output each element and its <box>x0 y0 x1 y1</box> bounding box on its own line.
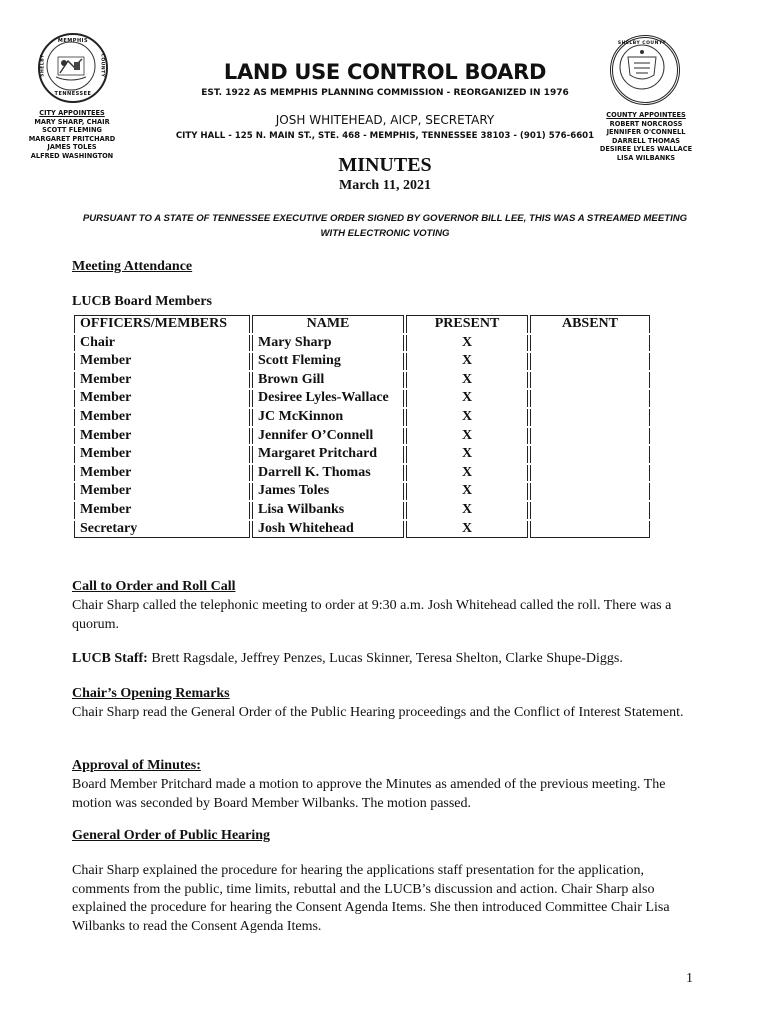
present-cell: X <box>406 483 528 500</box>
present-cell: X <box>406 446 528 463</box>
absent-cell <box>530 521 650 539</box>
column-header: ABSENT <box>530 315 650 333</box>
appointee-name: SCOTT FLEMING <box>42 126 102 135</box>
present-cell: X <box>406 502 528 519</box>
table-row <box>74 428 650 445</box>
general-order-text: Chair Sharp explained the procedure for hearing the applications staff presentation for the application, comments from the public, time limits, rebuttal and the LUCB’s discussion and action. Chair Sharp also explained the procedure for hearing the Consent Agenda Items. She then introduced Committee Chair Lisa Wilbanks to read the Consent Agenda Items. <box>72 863 670 934</box>
present-cell: X <box>406 465 528 482</box>
table-row <box>74 409 650 426</box>
absent-cell <box>530 483 650 500</box>
absent-cell <box>530 446 650 463</box>
table-row <box>74 465 650 482</box>
appointee-name: DARRELL THOMAS <box>612 136 680 145</box>
appointee-name: MARY SHARP, CHAIR <box>34 117 110 126</box>
table-row <box>74 335 650 352</box>
minutes-title: MINUTES <box>338 154 432 176</box>
present-cell: X <box>406 521 528 539</box>
appointee-name: ROBERT NORCROSS <box>609 119 683 128</box>
role-cell: Member <box>74 446 250 463</box>
staff-paragraph <box>72 650 702 669</box>
table-row <box>74 483 650 500</box>
appointee-name: DESIREE LYLES WALLACE <box>599 145 693 154</box>
appointee-name: JAMES TOLES <box>47 143 97 152</box>
absent-cell <box>530 390 650 407</box>
name-cell: Mary Sharp <box>252 335 404 352</box>
name-cell: Lisa Wilbanks <box>252 502 404 519</box>
column-header: NAME <box>252 315 404 333</box>
absent-cell <box>530 502 650 519</box>
secretary-line: JOSH WHITEHEAD, AICP, SECRETARY <box>275 113 495 127</box>
role-cell: Member <box>74 372 250 389</box>
role-cell: Chair <box>74 335 250 352</box>
appointee-name: ALFRED WASHINGTON <box>30 151 114 160</box>
present-cell: X <box>406 353 528 370</box>
pursuant-notice: PURSUANT TO A STATE OF TENNESSEE EXECUTIVE ORDER SIGNED BY GOVERNOR BILL LEE, THIS WAS A STREAMED MEETING WITH ELECTRONIC VOTING <box>82 213 688 239</box>
role-cell: Member <box>74 390 250 407</box>
seal-left-text: SHELBY <box>40 54 46 77</box>
absent-cell <box>530 428 650 445</box>
general-order-heading: General Order of Public Hearing <box>72 828 271 843</box>
present-cell: X <box>406 335 528 352</box>
attendance-heading: Meeting Attendance <box>72 259 193 274</box>
absent-cell <box>530 465 650 482</box>
present-cell: X <box>406 409 528 426</box>
est-line: EST. 1922 AS MEMPHIS PLANNING COMMISSION - REORGANIZED IN 1976 <box>201 88 569 98</box>
absent-cell <box>530 372 650 389</box>
present-cell: X <box>406 372 528 389</box>
name-cell: Darrell K. Thomas <box>252 465 404 482</box>
role-cell: Member <box>74 502 250 519</box>
staff-names: Brett Ragsdale, Jeffrey Penzes, Lucas Skinner, Teresa Shelton, Clarke Shupe-Diggs. <box>147 651 623 666</box>
staff-label: LUCB Staff: <box>72 651 148 666</box>
role-cell: Member <box>74 428 250 445</box>
role-cell: Member <box>74 465 250 482</box>
city-appointees-header: CITY APPOINTEES <box>39 109 105 117</box>
present-cell: X <box>406 390 528 407</box>
page-number: 1 <box>686 971 693 986</box>
seal-right-text: COUNTY <box>99 53 105 78</box>
present-cell: X <box>406 428 528 445</box>
absent-cell <box>530 335 650 352</box>
appointee-name: MARGARET PRITCHARD <box>28 134 116 143</box>
meeting-date: March 11, 2021 <box>339 178 431 193</box>
seal-bottom-text: TENNESSEE <box>54 91 92 97</box>
approval-text: Board Member Pritchard made a motion to approve the Minutes as amended of the previous meeting. The motion was seconded by Board Member Wilbanks. The motion passed. <box>72 777 666 811</box>
name-cell: James Toles <box>252 483 404 500</box>
table-row <box>74 446 650 463</box>
role-cell: Secretary <box>74 521 250 539</box>
appointee-name: LISA WILBANKS <box>616 153 676 162</box>
name-cell: JC McKinnon <box>252 409 404 426</box>
table-row <box>74 372 650 389</box>
column-header: OFFICERS/MEMBERS <box>74 315 250 333</box>
absent-cell <box>530 353 650 370</box>
approval-heading: Approval of Minutes: <box>72 758 201 773</box>
appointee-name: JENNIFER O'CONNELL <box>606 128 686 137</box>
name-cell: Margaret Pritchard <box>252 446 404 463</box>
seal-top-text: MEMPHIS <box>57 38 89 44</box>
absent-cell <box>530 409 650 426</box>
attendance-table <box>72 313 652 540</box>
opening-remarks-heading: Chair’s Opening Remarks <box>72 686 230 701</box>
board-title: LAND USE CONTROL BOARD <box>223 60 547 84</box>
name-cell: Desiree Lyles-Wallace <box>252 390 404 407</box>
name-cell: Brown Gill <box>252 372 404 389</box>
table-row <box>74 353 650 370</box>
table-row <box>74 390 650 407</box>
call-to-order-text: Chair Sharp called the telephonic meeting to order at 9:30 a.m. Josh Whitehead called the roll. There was a quorum. <box>72 598 672 632</box>
county-seal-text: SHELBY COUNTY <box>617 41 667 46</box>
table-header-row <box>74 315 650 333</box>
city-appointees <box>22 109 122 161</box>
table-row <box>74 521 650 539</box>
attendance-subheading: LUCB Board Members <box>72 294 212 309</box>
role-cell: Member <box>74 483 250 500</box>
column-header: PRESENT <box>406 315 528 333</box>
call-to-order-heading: Call to Order and Roll Call <box>72 579 236 594</box>
role-cell: Member <box>74 353 250 370</box>
address-line: CITY HALL - 125 N. MAIN ST., STE. 468 - MEMPHIS, TENNESSEE 38103 - (901) 576-6601 <box>175 131 595 141</box>
name-cell: Scott Fleming <box>252 353 404 370</box>
name-cell: Jennifer O’Connell <box>252 428 404 445</box>
role-cell: Member <box>74 409 250 426</box>
table-row <box>74 502 650 519</box>
opening-remarks-text: Chair Sharp read the General Order of the Public Hearing proceedings and the Conflict of Interest Statement. <box>72 705 684 720</box>
name-cell: Josh Whitehead <box>252 521 404 539</box>
county-appointees-header: COUNTY APPOINTEES <box>606 111 686 119</box>
